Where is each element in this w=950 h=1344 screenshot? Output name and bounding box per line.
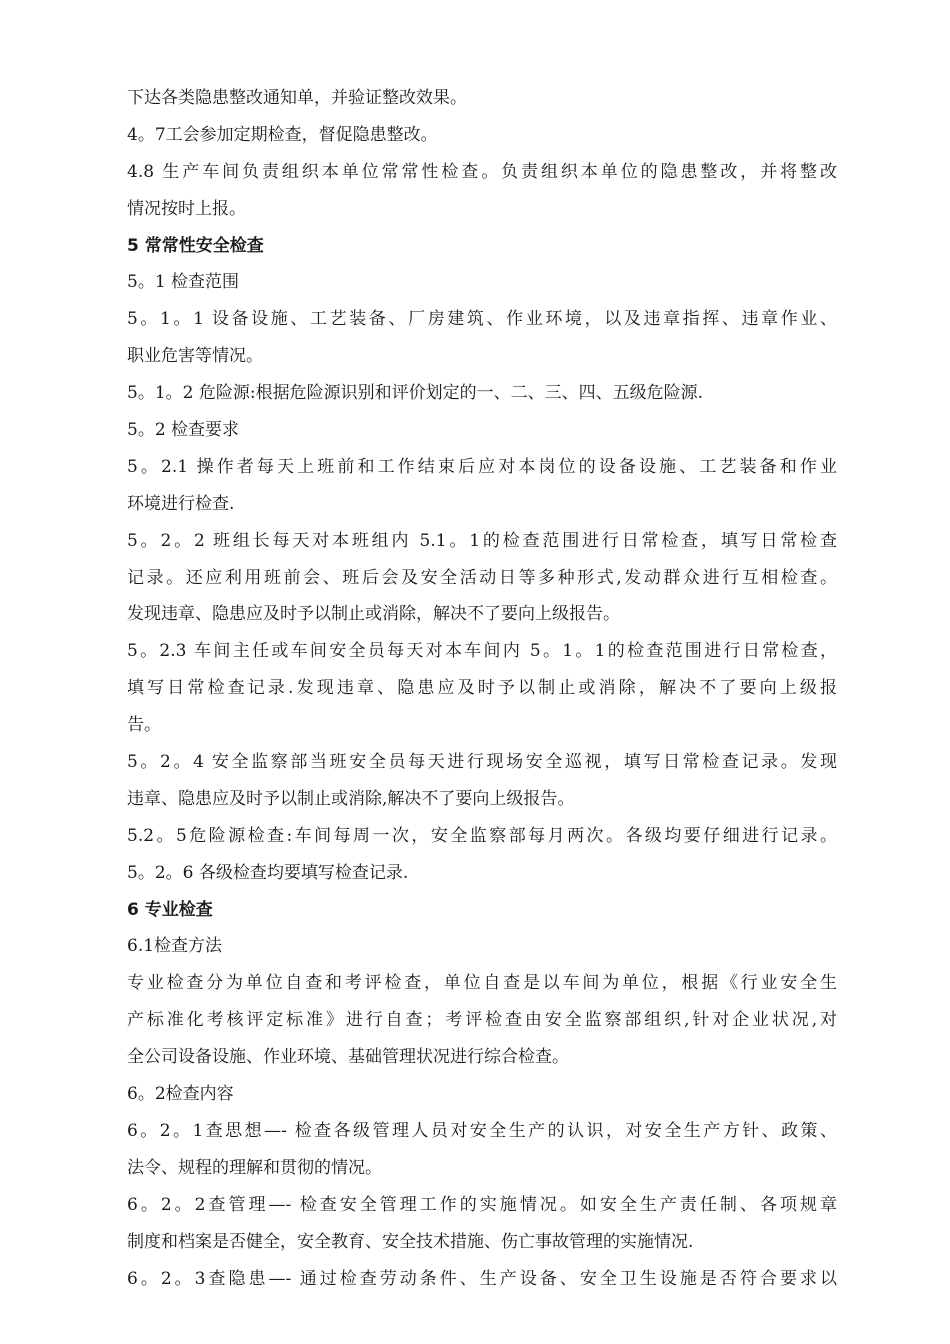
section-heading: 6 专业检查 [127, 899, 213, 920]
document-page [127, 80, 837, 1297]
text-line: 专业检查分为单位自查和考评检查，单位自查是以车间为单位，根据《行业安全生 [127, 973, 837, 994]
text-line: 6。2。3查隐患—- 通过检查劳动条件、生产设备、安全卫生设施是否符合要求以 [127, 1268, 837, 1289]
text-line: 6。2。2查管理—- 检查安全管理工作的实施情况。如安全生产责任制、各项规章 [127, 1194, 837, 1215]
text-line: 5。1。2 危险源:根据危险源识别和评价划定的一、二、三、四、五级危险源. [127, 383, 703, 404]
text-line: 5。1。1 设备设施、工艺装备、厂房建筑、作业环境，以及违章指挥、违章作业、 [127, 309, 837, 330]
text-line: 5。1 检查范围 [127, 272, 240, 293]
text-line: 法令、规程的理解和贯彻的情况。 [127, 1157, 382, 1178]
text-line: 5。2.1 操作者每天上班前和工作结束后应对本岗位的设备设施、工艺装备和作业 [127, 456, 837, 477]
text-line: 5。2。2 班组长每天对本班组内 5.1。1的检查范围进行日常检查，填写日常检查 [127, 530, 837, 551]
section-heading: 5 常常性安全检查 [127, 235, 264, 256]
text-line: 5。2.3 车间主任或车间安全员每天对本车间内 5。1。1的检查范围进行日常检查， [127, 641, 837, 662]
text-line: 制度和档案是否健全，安全教育、安全技术措施、伤亡事故管理的实施情况. [127, 1231, 694, 1252]
text-line: 记录。还应利用班前会、班后会及安全活动日等多种形式,发动群众进行互相检查。 [127, 567, 837, 588]
text-line: 环境进行检查. [127, 493, 235, 514]
text-line: 填写日常检查记录.发现违章、隐患应及时予以制止或消除，解决不了要向上级报 [127, 678, 837, 699]
text-line: 情况按时上报。 [127, 198, 246, 219]
text-line: 产标准化考核评定标准》进行自查；考评检查由安全监察部组织,针对企业状况,对 [127, 1010, 837, 1031]
text-line: 6。2。1查思想—- 检查各级管理人员对安全生产的认识，对安全生产方针、政策、 [127, 1120, 837, 1141]
text-line: 职业危害等情况。 [127, 346, 263, 367]
text-line: 5。2。4 安全监察部当班安全员每天进行现场安全巡视，填写日常检查记录。发现 [127, 752, 837, 773]
text-line: 发现违章、隐患应及时予以制止或消除，解决不了要向上级报告。 [127, 604, 620, 625]
text-line: 4.8 生产车间负责组织本单位常常性检查。负责组织本单位的隐患整改，并将整改 [127, 161, 837, 182]
text-line: 违章、隐患应及时予以制止或消除,解决不了要向上级报告。 [127, 788, 575, 809]
text-line: 5。2。6 各级检查均要填写检查记录. [127, 862, 409, 883]
text-line: 5。2 检查要求 [127, 420, 240, 441]
text-line: 6。2检查内容 [127, 1084, 234, 1105]
text-line: 全公司设备设施、作业环境、基础管理状况进行综合检查。 [127, 1047, 569, 1068]
text-line: 6.1检查方法 [127, 936, 223, 957]
text-line: 4。7工会参加定期检查，督促隐患整改。 [127, 124, 438, 145]
text-line: 告。 [127, 715, 161, 736]
text-line: 下达各类隐患整改通知单，并验证整改效果。 [127, 88, 467, 108]
text-line: 5.2。5危险源检查:车间每周一次，安全监察部每月两次。各级均要仔细进行记录。 [127, 825, 837, 846]
